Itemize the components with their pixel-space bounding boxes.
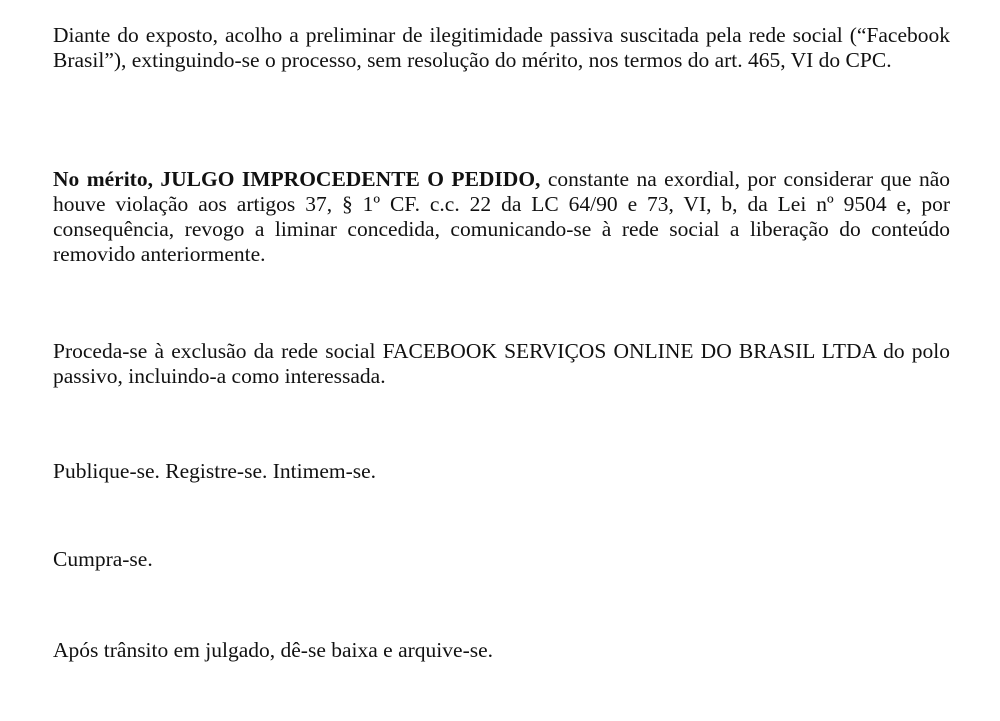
paragraph-exclusao: Proceda-se à exclusão da rede social FACEBOOK SERVIÇOS ONLINE DO BRASIL LTDA do polo passivo, incluindo-a como interessada.	[53, 339, 950, 388]
paragraph-transito: Após trânsito em julgado, dê-se baixa e arquive-se.	[53, 638, 494, 662]
paragraph-publique: Publique-se. Registre-se. Intimem-se.	[53, 459, 377, 483]
merito-bold-lead: No mérito, JULGO IMPROCEDENTE O PEDIDO,	[53, 167, 541, 191]
paragraph-cumpra: Cumpra-se.	[53, 547, 153, 571]
paragraph-preliminar: Diante do exposto, acolho a preliminar de ilegitimidade passiva suscitada pela rede social (“Facebook Brasil”), extinguindo-se o processo, sem resolução do mérito, nos termos do art. 465, VI do CPC.	[53, 23, 950, 72]
merito-text: constante na exordial, por considerar que não houve violação aos artigos 37, § 1º CF. c.c. 22 da LC 64/90 e 73, VI, b, da Lei nº 9504 e, por consequência, revogo a liminar concedida, comunicando-se à rede social a liberação do conteúdo removido anteriormente.	[53, 167, 950, 266]
paragraph-merito	[53, 167, 950, 267]
